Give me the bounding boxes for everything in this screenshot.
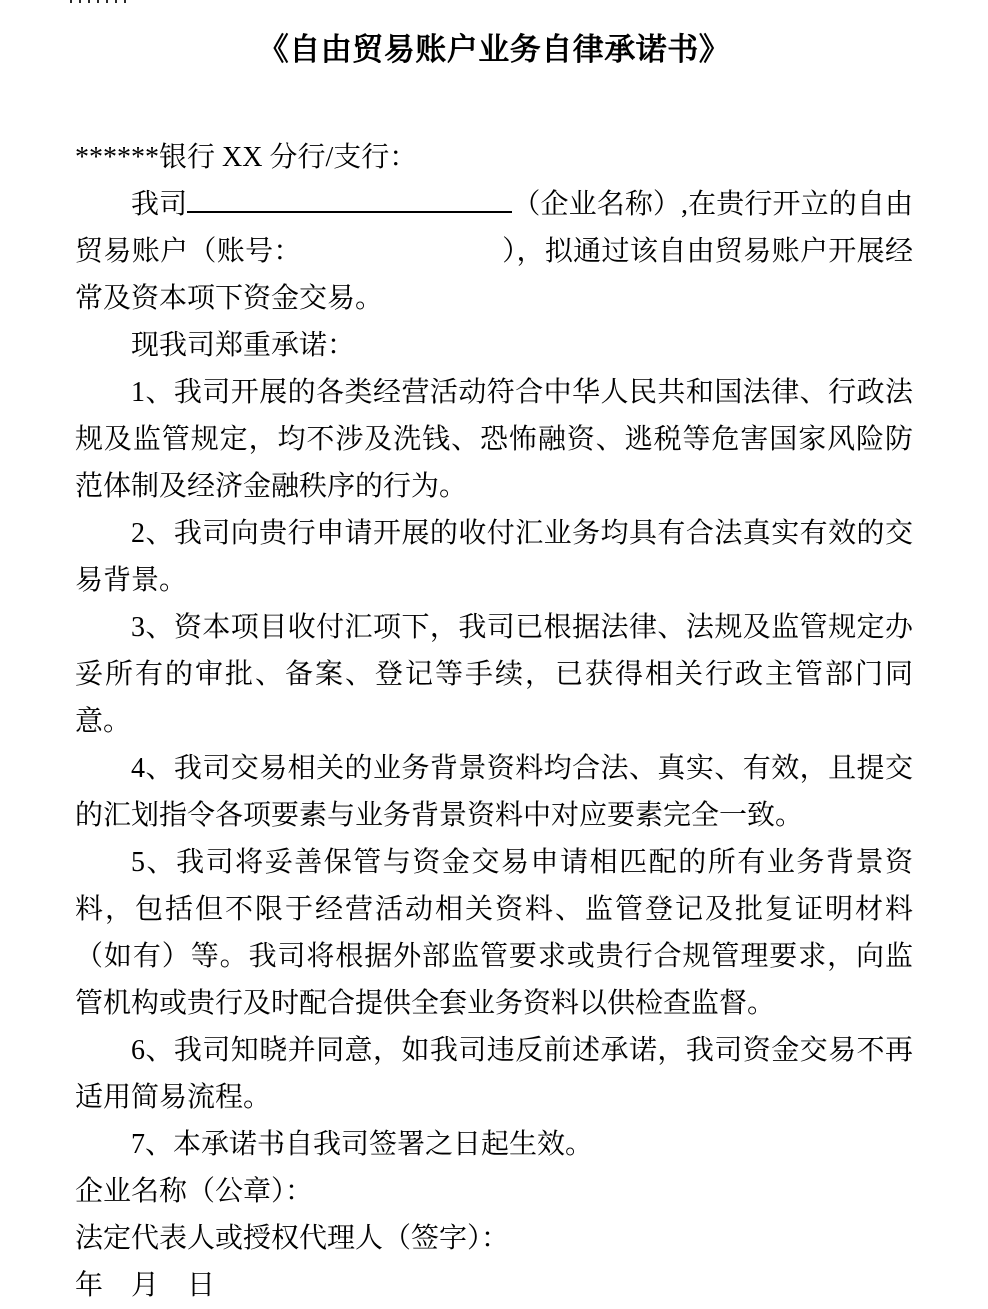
intro-text-before-account-blank: （企业名称）,在贵行开立的自由贸易账户（账号： [75, 189, 913, 267]
signature-representative-line: 法定代表人或授权代理人（签字）： [75, 1223, 510, 1254]
pledge-item-3: 3、资本项目收付汇项下，我司已根据法律、法规及监管规定办妥所有的审批、备案、登记等手续，已获得相关行政主管部门同意。 [75, 612, 913, 737]
pledge-item-6: 6、我司知晓并同意，如我司违反前述承诺，我司资金交易不再适用简易流程。 [75, 1035, 913, 1113]
pledge-lead-line: 现我司郑重承诺： [131, 330, 356, 361]
document-body [0, 134, 988, 1309]
document-title: 《自由贸易账户业务自律承诺书》 [257, 32, 731, 67]
page-top-cut-text-fragment [70, 0, 130, 3]
pledge-item-1: 1、我司开展的各类经营活动符合中华人民共和国法律、行政法规及监管规定，均不涉及洗钱、恐怖融资、逃税等危害国家风险防范体制及经济金融秩序的行为。 [75, 377, 913, 502]
pledge-item-7: 7、本承诺书自我司签署之日起生效。 [131, 1129, 594, 1160]
pledge-item-5: 5、我司将妥善保管与资金交易申请相匹配的所有业务背景资料，包括但不限于经营活动相关资料、监管登记及批复证明材料（如有）等。我司将根据外部监管要求或贵行合规管理要求，向监管机构或贵行及时配合提供全套业务资料以供检查监督。 [75, 847, 913, 1019]
pledge-item-2: 2、我司向贵行申请开展的收付汇业务均具有合法真实有效的交易背景。 [75, 518, 913, 596]
account-number-blank [302, 232, 502, 260]
signature-company-seal-line: 企业名称（公章）： [75, 1176, 314, 1207]
signature-date-line: 年 月 日 [75, 1270, 216, 1301]
company-name-blank [187, 183, 512, 213]
intro-text-after-account-blank: ），拟通过该自由贸易账户开展经常及资本项下资金交易。 [75, 236, 913, 314]
intro-paragraph [75, 181, 913, 322]
pledge-item-4: 4、我司交易相关的业务背景资料均合法、真实、有效，且提交的汇划指令各项要素与业务背景资料中对应要素完全一致。 [75, 753, 913, 831]
intro-text-before-company-blank: 我司 [131, 189, 188, 220]
salutation-line: ******银行 XX 分行/支行： [75, 142, 418, 173]
signature-block [75, 1168, 913, 1309]
